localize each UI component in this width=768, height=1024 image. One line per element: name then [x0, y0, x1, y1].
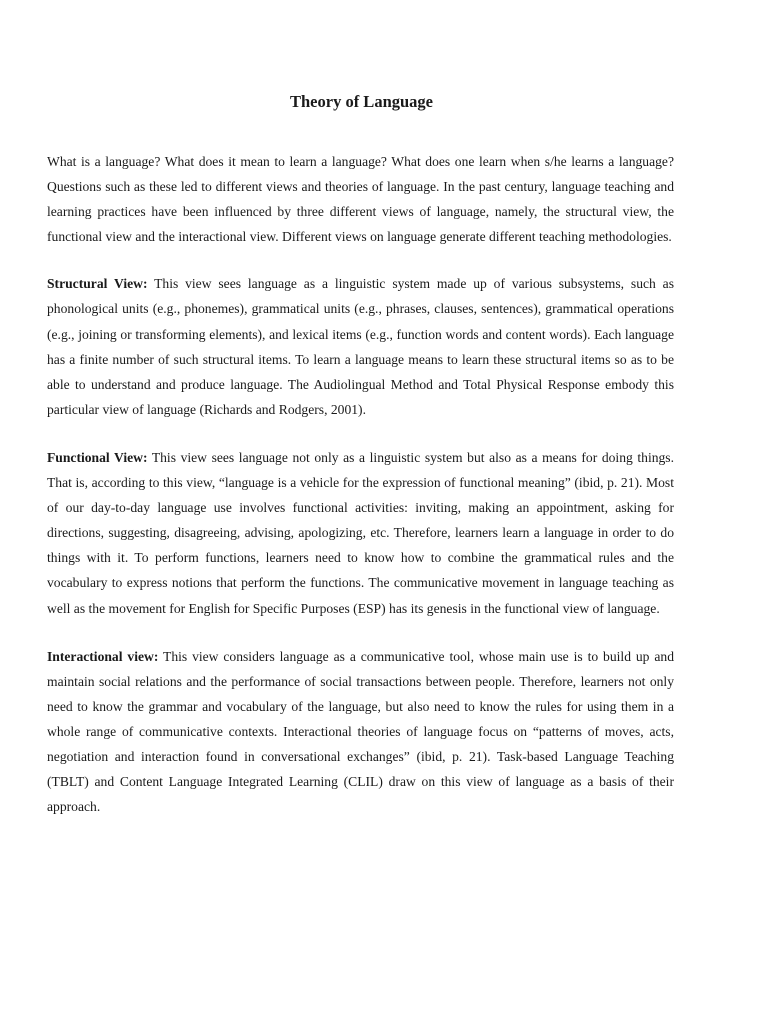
interactional-view-body: This view considers language as a communicative tool, whose main use is to build up and maintain social relations and the performance of social transactions between people. Therefore, learners not only need to know the grammar and vocabulary of the language, but also need to know the rules for using them in a whole range of communicative contexts. Interactional theories of language focus on “patterns of moves, acts, negotiation and interaction found in conversational exchanges” (ibid, p. 21). Task-based Language Teaching (TBLT) and Content Language Integrated Learning (CLIL) draw on this view of language as a basis of their approach. [47, 648, 675, 815]
functional-view-body: This view sees language not only as a linguistic system but also as a means for doing things. That is, according to this view, “language is a vehicle for the expression of functional meaning” (ibid, p. 21). Most of our day-to-day language use involves functional activities: inviting, making an appointment, asking for directions, suggesting, disagreeing, advising, apologizing, etc. Therefore, learners learn a language in order to do things with it. To perform functions, learners need to know how to combine the grammatical rules and the vocabulary to express notions that perform the functions. The communicative movement in language teaching as well as the movement for English for Specific Purposes (ESP) has its genesis in the functional view of language. [47, 449, 674, 616]
structural-view-heading: Structural View: [47, 276, 148, 292]
intro-paragraph: What is a language? What does it mean to learn a language? What does one learn when s/he learns a language? Questions such as these led to different views and theories of language. In the past century, language teaching and learning practices have been influenced by three different views of language, namely, the structural view, the functional view and the interactional view. Different views on language generate different teaching methodologies. [47, 154, 674, 245]
structural-view-body: This view sees language as a linguistic system made up of various subsystems, such as phonological units (e.g., phonemes), grammatical units (e.g., phrases, clauses, sentences), grammatical operations (e.g., joining or transforming elements), and lexical items (e.g., function words and content words). Each language has a finite number of such structural items. To learn a language means to learn these structural items so as to be able to understand and produce language. The Audiolingual Method and Total Physical Response embody this particular view of language (Richards and Rodgers, 2001). [47, 276, 674, 417]
interactional-view-heading: Interactional view: [47, 648, 159, 664]
functional-view-heading: Functional View: [47, 449, 148, 465]
page-title: Theory of Language [289, 92, 433, 111]
interactional-view-paragraph [47, 644, 674, 820]
functional-view-paragraph [47, 445, 674, 621]
document-page [47, 84, 674, 842]
structural-view-paragraph [47, 271, 674, 422]
